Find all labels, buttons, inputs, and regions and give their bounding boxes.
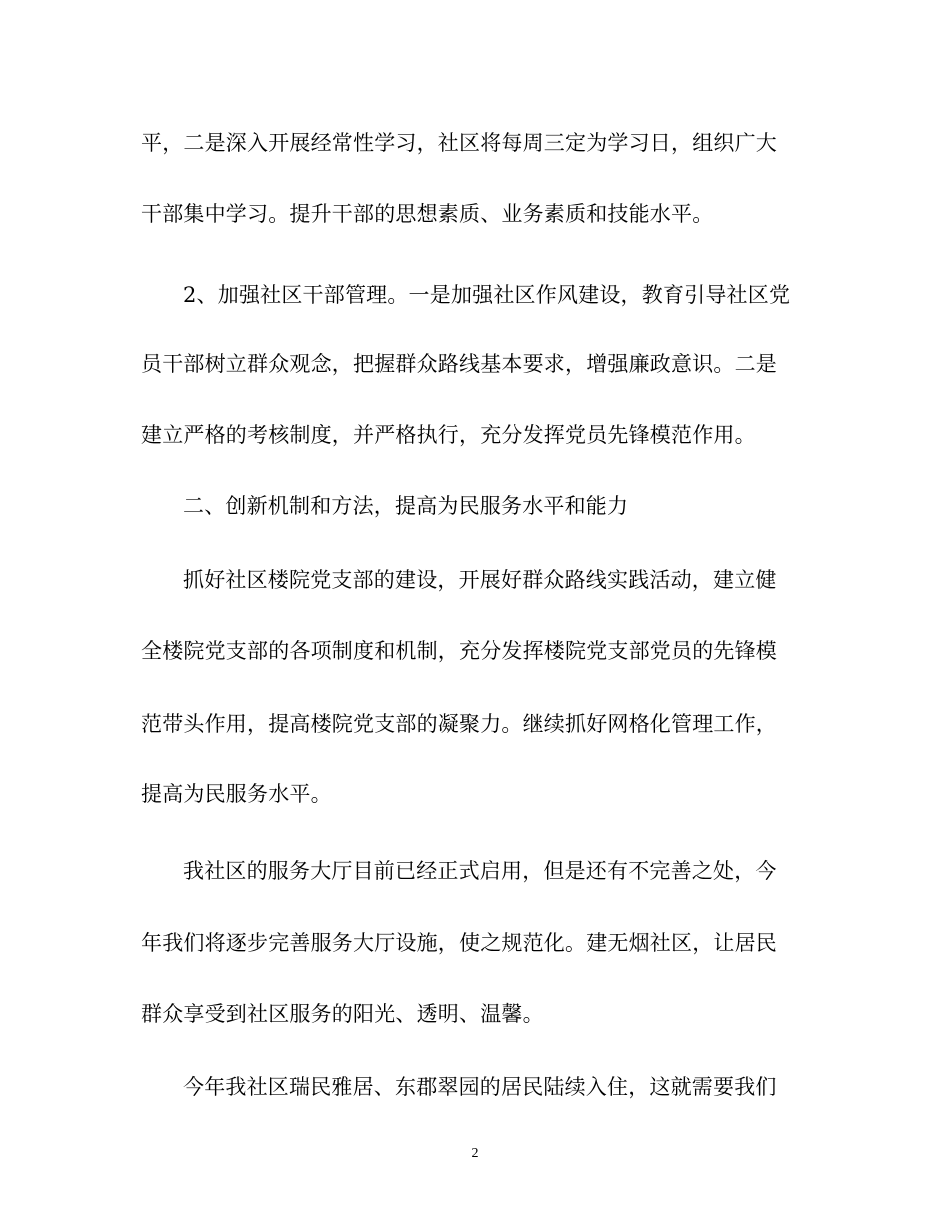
body-text-line: 建立严格的考核制度，并严格执行，充分发挥党员先锋模范作用。 — [141, 423, 756, 447]
body-text-line: 平，二是深入开展经常性学习，社区将每周三定为学习日，组织广大 — [141, 131, 777, 155]
body-text-line: 干部集中学习。提升干部的思想素质、业务素质和技能水平。 — [141, 202, 714, 226]
body-text-line: 群众享受到社区服务的阳光、透明、温馨。 — [141, 1002, 544, 1026]
body-text-line: 我社区的服务大厅目前已经正式启用，但是还有不完善之处，今 — [183, 859, 777, 883]
section-heading: 二、创新机制和方法，提高为民服务水平和能力 — [183, 494, 629, 518]
page-number: 2 — [471, 1146, 479, 1161]
body-text-line: 员干部树立群众观念，把握群众路线基本要求，增强廉政意识。二是 — [141, 352, 777, 376]
body-text-line: 全楼院党支部的各项制度和机制，充分发挥楼院党支部党员的先锋模 — [141, 639, 777, 663]
body-text-line: 2、加强社区干部管理。一是加强社区作风建设，教育引导社区党 — [183, 283, 791, 307]
body-text-line: 范带头作用，提高楼院党支部的凝聚力。继续抓好网格化管理工作， — [141, 712, 777, 736]
body-text-line: 提高为民服务水平。 — [141, 782, 332, 806]
body-text-line: 抓好社区楼院党支部的建设，开展好群众路线实践活动，建立健 — [183, 568, 777, 592]
body-text-line: 今年我社区瑞民雅居、东郡翠园的居民陆续入住，这就需要我们 — [183, 1075, 777, 1099]
body-text-line: 年我们将逐步完善服务大厅设施，使之规范化。建无烟社区，让居民 — [141, 931, 777, 955]
